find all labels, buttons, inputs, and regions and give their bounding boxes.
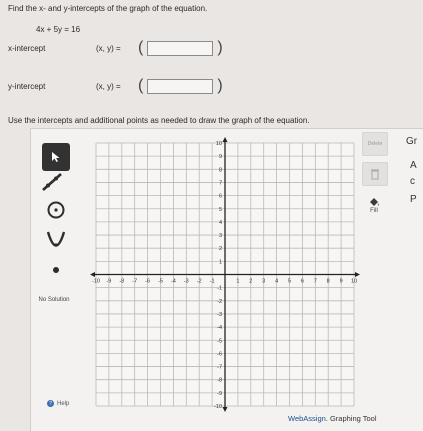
delete-button[interactable] [362, 132, 388, 156]
close-paren: ) [217, 39, 223, 56]
y-tick-label: 6 [218, 193, 222, 200]
equation: 4x + 5y = 16 [36, 25, 81, 34]
delete-label: Delete [367, 141, 383, 147]
y-intercept-label: y-intercept [8, 81, 46, 91]
x-tick-label: 1 [236, 278, 240, 285]
x-tick-label: -6 [145, 278, 151, 285]
x-tick-label: -4 [170, 278, 176, 285]
y-tick-label: -4 [217, 325, 222, 332]
x-tick-label: 4 [275, 278, 279, 285]
x-intercept-notation: (x, y) = [96, 43, 121, 53]
y-tick-label: -10 [214, 404, 222, 410]
x-tick-label: -9 [106, 278, 112, 285]
question-text: Find the x- and y-intercepts of the graph of the equation. [8, 4, 208, 13]
y-tick-label: -6 [217, 351, 222, 358]
x-tick-label: 6 [300, 278, 304, 285]
partial-text-p: P [410, 194, 417, 205]
open-paren: ( [138, 39, 144, 56]
partial-text-c: c [410, 176, 415, 187]
x-axis-arrow-right [355, 272, 360, 277]
y-tick-label: 2 [218, 246, 222, 253]
x-tick-label: 7 [313, 278, 317, 285]
footer [288, 414, 377, 423]
y-tick-label: 7 [218, 180, 222, 187]
x-tick-label: -8 [119, 278, 125, 285]
y-tick-label: -9 [217, 390, 222, 397]
partial-text-a: A [410, 160, 417, 171]
y-tick-label: 5 [218, 206, 222, 213]
trash-button[interactable] [362, 162, 388, 186]
x-tick-label: 8 [326, 278, 330, 285]
x-axis-arrow-left [90, 272, 95, 277]
y-tick-label: 8 [218, 167, 222, 174]
x-tick-label: 5 [287, 278, 292, 285]
y-tick-label: 10 [215, 141, 222, 147]
x-tick-label: -5 [158, 278, 163, 285]
x-tick-label: 10 [350, 278, 358, 285]
y-tick-label: 4 [218, 219, 222, 226]
fill-button[interactable] [359, 196, 389, 220]
y-tick-label: -2 [217, 298, 222, 305]
y-axis-arrow-down [223, 407, 228, 412]
paint-bucket-icon [367, 196, 381, 208]
x-tick-label: -10 [92, 278, 100, 285]
x-tick-label: 2 [249, 278, 253, 285]
y-tick-label: 3 [218, 233, 222, 240]
help-icon: ? [47, 400, 54, 407]
partial-text-gr: Gr [406, 136, 418, 147]
x-tick-label: -1 [209, 278, 215, 285]
trash-icon [370, 168, 380, 180]
x-tick-label: -2 [196, 278, 202, 285]
y-tick-label: 1 [218, 259, 222, 266]
help-label: Help [57, 400, 70, 407]
x-tick-label: 9 [339, 278, 343, 285]
y-intercept-notation: (x, y) = [96, 81, 121, 91]
x-intercept-label: x-intercept [8, 43, 46, 53]
footer-suffix: . Graphing Tool [325, 414, 377, 423]
x-tick-label: 3 [262, 278, 266, 285]
no-solution-button[interactable]: No Solution [38, 297, 70, 303]
y-tick-label: -1 [217, 285, 222, 292]
y-tick-label: -3 [217, 311, 222, 318]
footer-brand: WebAssign [288, 414, 326, 423]
y-tick-label: -5 [217, 338, 222, 345]
x-tick-label: -7 [132, 278, 138, 285]
fill-label: Fill [370, 208, 378, 214]
y-tick-label: 9 [218, 154, 222, 161]
instructions: Use the intercepts and additional points as needed to draw the graph of the equation. [8, 116, 310, 125]
close-paren: ) [217, 77, 223, 94]
y-axis-arrow-up [223, 137, 228, 142]
y-tick-label: -8 [217, 377, 222, 384]
open-paren: ( [138, 77, 144, 94]
y-tick-label: -7 [217, 364, 222, 371]
x-tick-label: -3 [183, 278, 189, 285]
